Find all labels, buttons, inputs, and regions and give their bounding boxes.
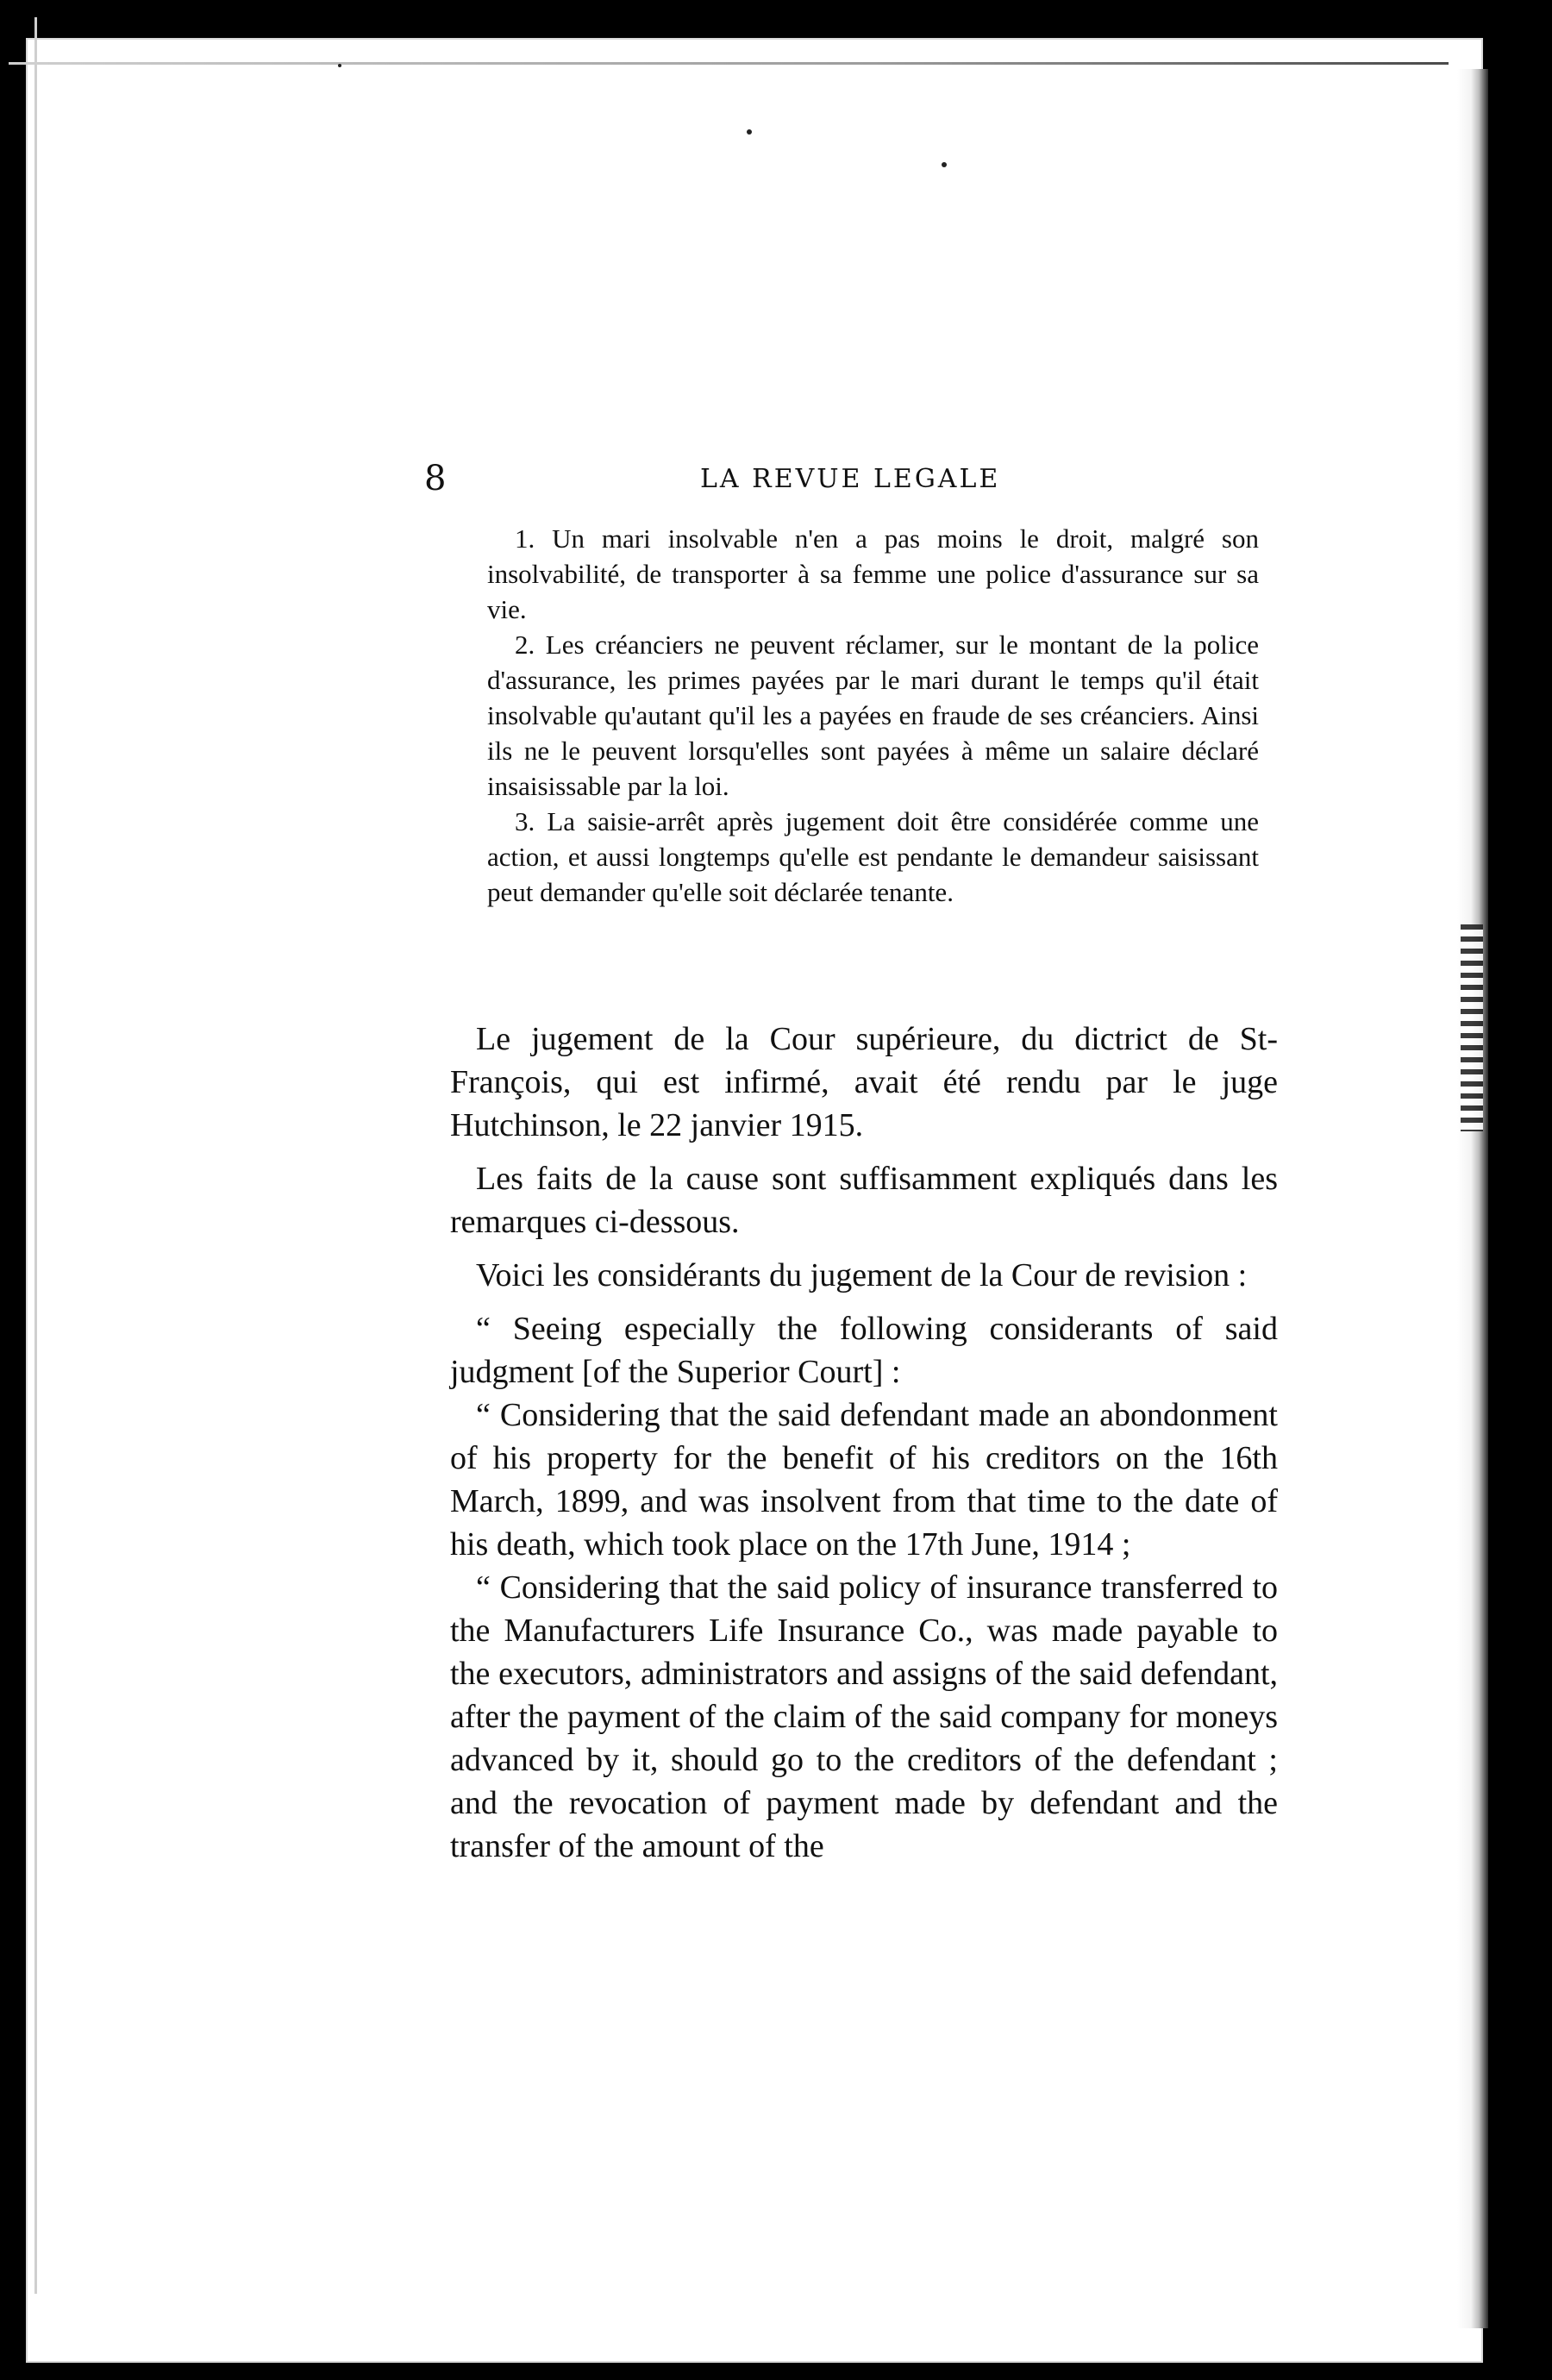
scan-left-edge	[34, 17, 37, 2294]
quoted-considerant: “ Seeing especially the following considerants of said judgment [of the Superior Court] :	[450, 1311, 1278, 1390]
binding-mark	[1461, 924, 1483, 1131]
quoted-considerant: “ Considering that the said defendant made an abondonment of his property for the benefit of his creditors on the 16th March, 1899, and was insolvent from that time to the date of his death, which took place on the 17th June, 1914 ;	[450, 1397, 1278, 1563]
running-head: LA REVUE LEGALE	[700, 464, 1001, 494]
headnote-item: 3. La saisie-arrêt après jugement doit être considérée comme une action, et aussi longtemps qu'elle est pendante le demandeur saisissant peut demander qu'elle soit déclarée tenante.	[487, 806, 1259, 907]
scan-speck	[338, 64, 341, 67]
body-paragraph: Les faits de la cause sont suffisamment expliqués dans les remarques ci-dessous.	[450, 1161, 1278, 1240]
page-number: 8	[424, 459, 447, 498]
body-paragraph: Le jugement de la Cour supérieure, du dictrict de St-François, qui est infirmé, avait été rendu par le juge Hutchinson, le 22 janvier 1915.	[450, 1021, 1278, 1143]
quoted-considerant: “ Considering that the said policy of insurance transferred to the Manufacturers Life Insurance Co., was made payable to the executors, administrators and assigns of the said defendant, after the payment of the claim of the said company for moneys advanced by it, should go to the creditors of the defendant ; and the revocation of payment made by defendant and the transfer of the amount of the	[450, 1569, 1278, 1864]
headnote-item: 2. Les créanciers ne peuvent réclamer, sur le montant de la police d'assurance, les primes payées par le mari durant le temps qu'il était insolvable qu'autant qu'il les a payées en fraude de ses créanciers. Ainsi ils ne le peuvent lorsqu'elles sont payées à même un salaire déclaré insaisissable par la loi.	[487, 629, 1259, 801]
scan-speck	[747, 129, 752, 135]
page-header	[424, 459, 1269, 497]
headnote-summary	[487, 521, 1259, 910]
headnote-item: 1. Un mari insolvable n'en a pas moins le droit, malgré son insolvabilité, de transporter à sa femme une police d'assurance sur sa vie.	[487, 523, 1259, 624]
body-text	[450, 1018, 1278, 1868]
scan-top-edge	[9, 62, 1449, 65]
scan-speck	[942, 162, 947, 167]
book-page	[26, 38, 1483, 2363]
body-paragraph: Voici les considérants du jugement de la Cour de revision :	[476, 1257, 1248, 1293]
page-right-edge	[1457, 69, 1488, 2328]
